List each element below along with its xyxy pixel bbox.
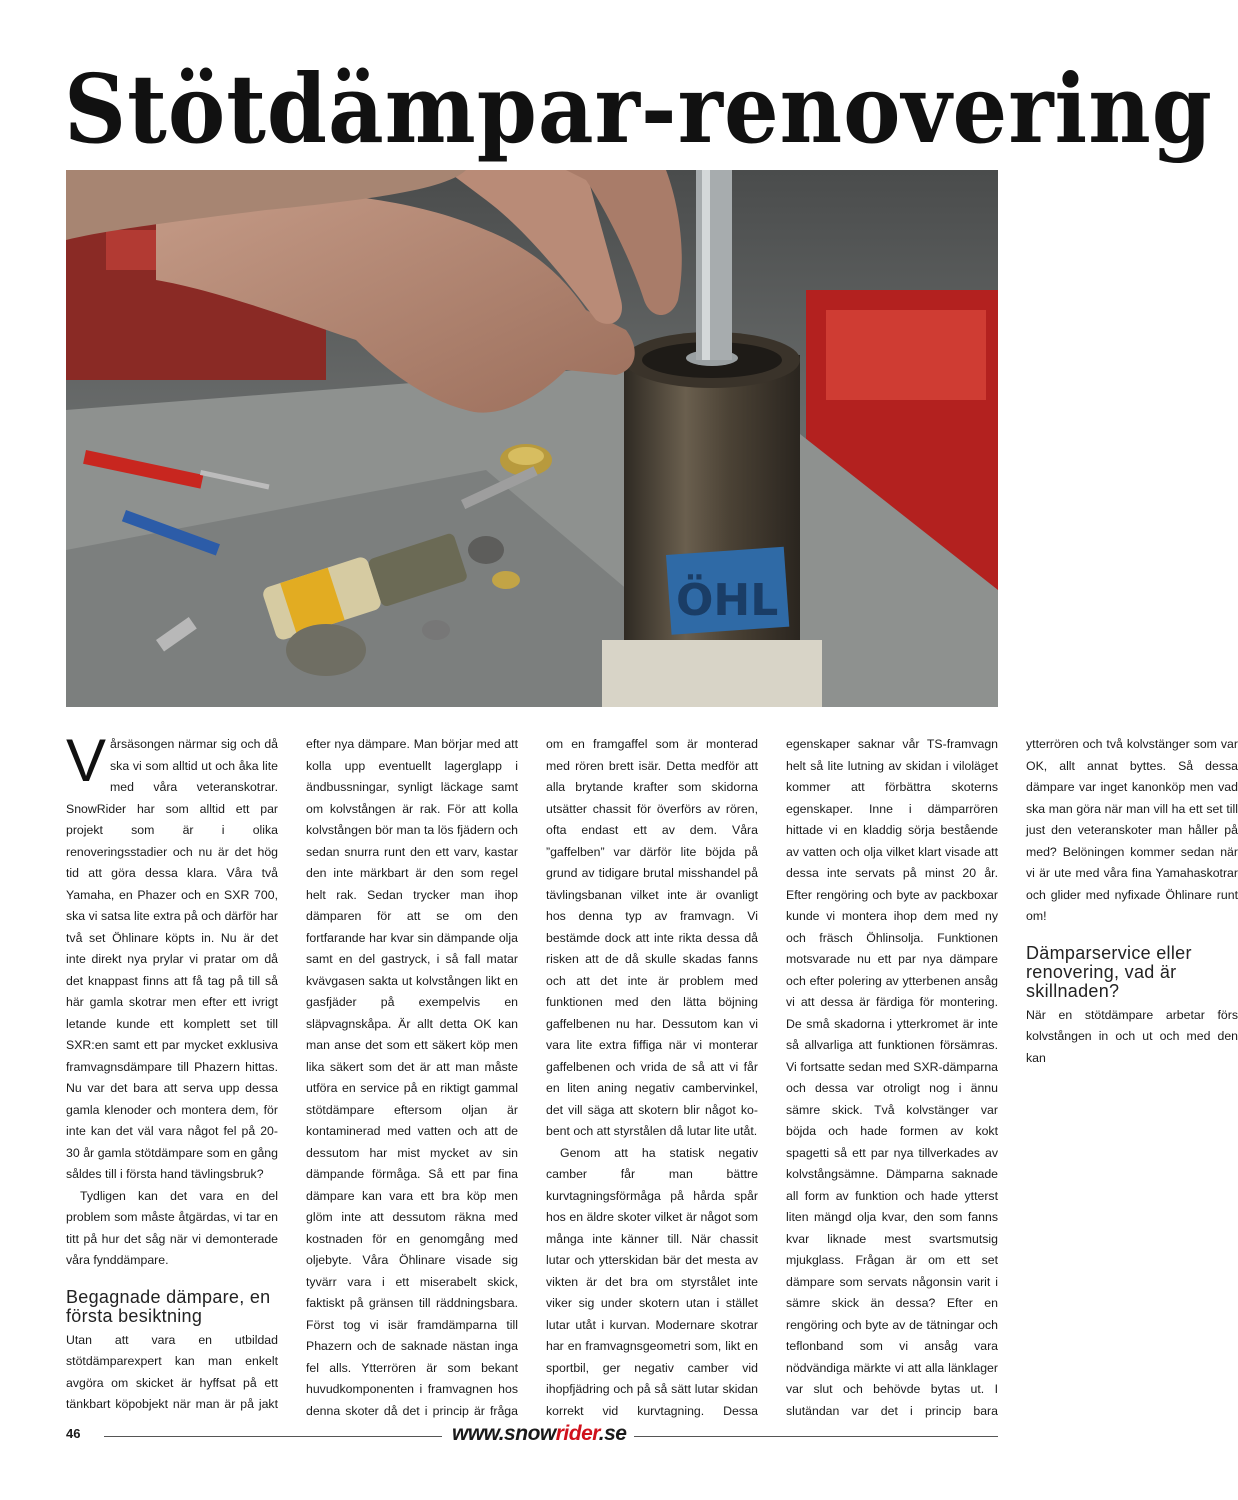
paragraph: När en stötdämpare arbetar förs kolvstången in och ut och med den kan (1026, 1007, 1238, 1065)
footer-url (452, 1422, 626, 1446)
page-number: 46 (66, 1426, 81, 1441)
page-title: Stötdämpar-renovering (64, 53, 1213, 165)
article-body (66, 727, 1238, 1424)
paragraph: Vårsäsongen närmar sig och då ska vi som alltid ut och åka lite med våra veteranskotrar. SnowRider har som alltid ett par projekt som är i olika renoveringsstadier och nu är det hög tid att göra dessa klara. Våra två Yamaha, en Phazer och en SXR 700, ska vi satsa lite extra på och därför har två set Öhlinare köpts in. Nu är det inte direkt nya prylar vi pratar om då det knappast finns att få tag på till så här gamla skotrar men efter ett ivrigt letande kunde ett komplett set till SXR:en samt ett par mycket exklusiva framvagnsdämpare till Phazern hittas. Nu var det bara att serva upp dessa gamla klenoder och montera dem, för inte kan det väl vara något fel på 20-30 år gamla stötdämpare som en gång såldes till i första hand tävlingsbruk? (66, 727, 278, 1181)
footer-divider-left (104, 1436, 442, 1437)
paragraph: Utan att vara en utbildad stötdämparexpert kan man enkelt avgöra om skicket är hyffsat på ett tänkbart köpobjekt när man är på jakt efter nya dämpare. Man börjar med att kolla upp eventuellt lagerglapp i ändbussningar, synligt läckage samt om kolvstången är rak. För att kolla kolvstången bör man ta lös fjädern och sedan snurra runt den ett varv, kastar den inte märkbart är den som regel helt rak. Sedan trycker man ihop dämparen för att se om den fortfarande har kvar sin dämpande olja samt en del gastryck, i så fall matar kvävgasen sakta ut kolvstången likt en gasfjäder på exempelvis en släpvagnskåpa. Är allt detta OK kan man anse det som ett säkert köp men lika säkert som det är att man måste utföra en service på en riktigt gammal stötdämpare eftersom oljan är kontaminerad med vatten och att de dessutom har mist mycket av sin dämpande förmåga. Så ett par fina dämpare kan vara ett bra köp men glöm inte att dessutom räkna med kostnaden för en genomgång med oljebyte. Våra Öhlinare visade sig tyvärr vara i ett miserabelt skick, faktiskt på gränsen till räddningsbara. Först tog vi isär framdämparna till Phazern och de saknade nästan inga fel alls. Ytterrören är som bekant huvudkomponenten i framvagnen hos denna skoter då det i princip är fråga om en framgaffel som är monterad med rören brett isär. Detta medför att alla brytande krafter som skidorna utsätter chassit för överförs av rören, ofta endast ett av dem. Våra ”gaffelben” var därför lite böjda på grund av tidigare brutal misshandel på tävlingsbanan vilket inte är ovanligt hos denna typ av framvagn. Vi bestämde dock att inte rikta dessa då risken att de då skulle skadas fanns och att det inte är problem med funktionen med den lätta böjning gaffelbenen nu har. Dessutom kan vi vara lite extra fiffiga när vi monterar gaffelbenen och vrida de så att vi får en liten aning negativ cambervinkel, det vill säga att skotern blir något ko-bent och att styrstålen då lutar lite utåt. (66, 737, 758, 1418)
paragraph: Tydligen kan det vara en del problem som måste åtgärdas, vi tar en titt på hur det såg när vi demonterade våra fynddämpare. (66, 1188, 278, 1267)
subheading: Dämparservice eller renovering, vad är skillnaden? (1026, 942, 1192, 1001)
shock-label: ÖHL (676, 575, 779, 626)
footer-url-part: www.snow (452, 1422, 556, 1445)
footer-divider-right (634, 1436, 998, 1437)
footer-url-part: rider (555, 1422, 599, 1445)
footer-url-part: .se (598, 1422, 627, 1445)
article-photo (66, 170, 998, 707)
subheading: Begagnade dämpare, en första besiktning (66, 1286, 271, 1326)
paragraph: Genom att ha statisk negativ camber får man bättre kurvtagningsförmåga på hårda spår hos en äldre skoter vilket är något som många inte känner till. När chassit lutar och ytterskidan bär det mesta av vikten är det bra om styrstålet inte viker sig under skotern utan i stället lutar utåt i kurvan. Modernare skotrar har en framvagnsgeometri som, likt en sportbil, ger negativ camber vid ihopfjädring och på så sätt lutar skidan korrekt vid kurvtagning. Dessa egenskaper saknar vår TS-framvagn helt så lite lutning av skidan i viloläget kommer att förbättra skoterns egenskaper. Inne i dämparrören hittade vi en kladdig sörja bestående av vatten och olja vilket klart visade att dessa inte servats på minst 20 år. Efter rengöring och byte av packboxar kunde vi montera ihop dem med ny och fräsch Öhlinsolja. Funktionen motsvarade nu ett par nya dämpare och efter polering av ytterbenen ansåg vi att dessa är färdiga för montering. De små skadorna i ytterkromet är inte så allvarliga att funktionen försämras. Vi fortsatte sedan med SXR-dämparna och dessa var otroligt nog i ännu sämre skick. Två kolvstänger var böjda och hade formen av kokt spagetti så ett par nya tillverkades av kolvstångsämne. Dämparna saknade all form av funktion och hade ytterst liten mängd olja kvar, den som fanns kvar liknade mest svartsmutsig mjukglass. Frågan är om ett set dämpare som servats någonsin varit i sämre skick än dessa? Efter en rengöring och byte av de tätningar och teflonband som vi ansåg vara nödvändiga märkte vi att alla länklager var slut och behövde bytas ut. I slutändan var det i princip bara ytterrören och två kolvstänger som var OK, allt annat byttes. Så dessa dämpare var inget kanonköp men vad ska man göra när man vill ha ett set till just den veteranskoter man håller på med? Belöningen kommer sedan när vi är ute med våra fina Yamahaskotrar och glider med nyfixade Öhlinare runt om! (546, 737, 1238, 1418)
